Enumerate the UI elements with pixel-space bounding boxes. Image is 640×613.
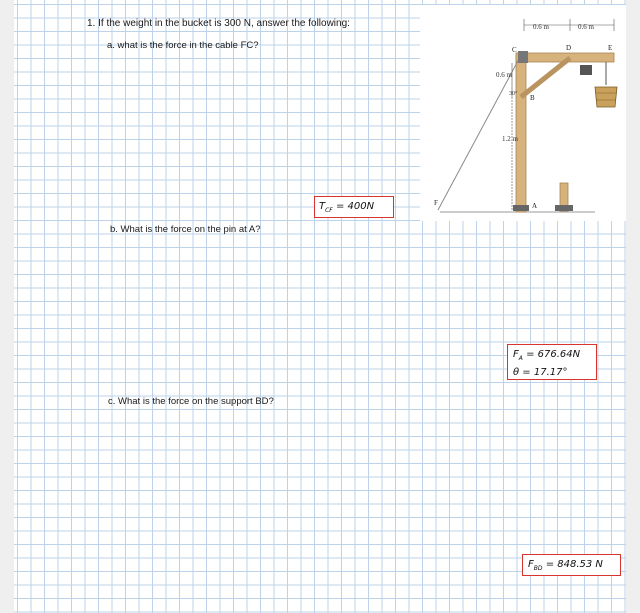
dim-side: 0.6 m xyxy=(496,71,512,79)
angle-label: 30° xyxy=(509,91,518,97)
answer-b-subscript: A xyxy=(518,355,523,362)
answer-b-symbol: F xyxy=(513,349,519,360)
cable-fc xyxy=(438,57,520,210)
answer-a-symbol: T xyxy=(319,201,326,212)
question-intro: 1. If the weight in the bucket is 300 N, answer the following: xyxy=(87,18,350,29)
answer-b-value: = 676.64N xyxy=(526,349,581,360)
crane-figure xyxy=(420,5,626,221)
answer-b-box xyxy=(507,344,597,380)
answer-a-value: = 400N xyxy=(335,201,375,212)
dim-top-right: 0.6 m xyxy=(578,23,594,31)
label-c: C xyxy=(512,46,517,54)
question-a: a. what is the force in the cable FC? xyxy=(107,40,259,51)
label-d: D xyxy=(566,44,572,52)
label-a: A xyxy=(532,202,538,210)
label-e: E xyxy=(608,44,613,52)
bucket xyxy=(595,87,617,107)
worksheet-page xyxy=(14,0,626,613)
crane-diagram xyxy=(420,5,626,221)
answer-b-angle: θ = 17.17° xyxy=(513,367,568,378)
answer-a-box xyxy=(314,196,394,218)
vertical-post xyxy=(516,55,526,212)
question-b: b. What is the force on the pin at A? xyxy=(110,224,261,235)
question-c: c. What is the force on the support BD? xyxy=(108,396,274,407)
brace-bd xyxy=(521,58,570,97)
label-b: B xyxy=(530,94,535,102)
answer-c-symbol: F xyxy=(528,559,534,570)
dim-top-left: 0.6 m xyxy=(533,23,549,31)
answer-a-subscript: CF xyxy=(325,207,333,214)
label-f: F xyxy=(434,199,438,207)
answer-c-box xyxy=(522,554,621,576)
answer-c-value: = 848.53 N xyxy=(545,559,603,570)
dim-height: 1.2 m xyxy=(502,135,518,143)
support-a xyxy=(513,205,529,211)
answer-c-subscript: BD xyxy=(533,565,543,572)
